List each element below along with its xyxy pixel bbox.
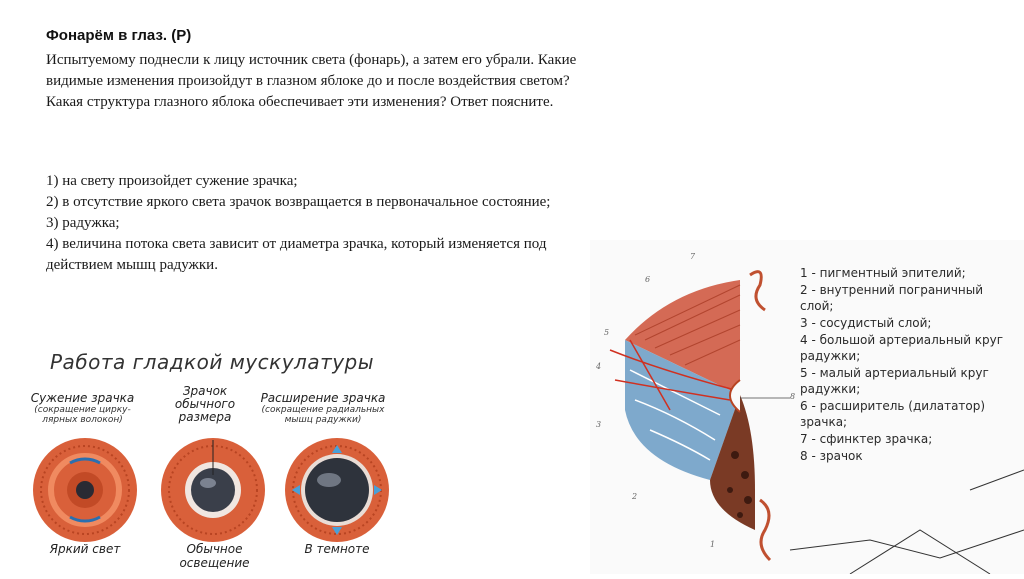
legend-item: 5 - малый артериальный круг радужки;	[800, 366, 989, 396]
figure-number: 5	[604, 328, 610, 337]
bottom-label-bright: Яркий свет	[49, 542, 121, 556]
bottom-label-normal: Обычное освещение	[179, 542, 250, 570]
column-main-label: Расширение зрачка	[260, 391, 386, 405]
iris-constricted-image	[30, 435, 140, 545]
figure-title: Работа гладкой мускулатуры	[50, 350, 375, 374]
column-normal	[160, 385, 250, 424]
smooth-muscle-figure	[20, 350, 400, 570]
figure-number: 8	[790, 392, 796, 401]
figure-number: 4	[596, 362, 602, 371]
answer-item: 1) на свету произойдет сужение зрачка;	[46, 173, 298, 189]
answer-item: 3) радужка;	[46, 215, 120, 231]
column-main-label: Сужение зрачка	[30, 391, 135, 405]
legend-item: 7 - сфинктер зрачка;	[800, 432, 933, 446]
legend-item: 4 - большой артериальный круг радужки;	[800, 333, 1004, 363]
slide-title: Фонарём в глаз. (Р)	[46, 27, 192, 44]
anatomy-legend	[800, 265, 1010, 465]
legend-item: 1 - пигментный эпителий;	[800, 266, 966, 280]
legend-item: 2 - внутренний пограничный слой;	[800, 283, 984, 313]
legend-item: 8 - зрачок	[800, 449, 863, 463]
iris-normal-image	[158, 435, 268, 545]
answer-item: 2) в отсутствие яркого света зрачок возвращается в первоначальное состояние;	[46, 194, 551, 210]
figure-number: 6	[645, 275, 651, 284]
column-dilation	[248, 392, 398, 425]
column-sub-label: (сокращение радиальных мышц радужки)	[261, 405, 385, 425]
figure-number: 1	[710, 540, 716, 549]
bottom-label-dark: В темноте	[304, 542, 370, 556]
figure-number: 3	[596, 420, 602, 429]
column-sub-label: (сокращение цирку-лярных волокон)	[34, 405, 131, 425]
column-constriction	[20, 392, 145, 425]
figure-number: 7	[690, 252, 696, 261]
figure-number: 2	[632, 492, 638, 501]
legend-item: 3 - сосудистый слой;	[800, 316, 932, 330]
legend-item: 6 - расширитель (дилататор) зрачка;	[800, 399, 986, 429]
iris-dilated-image	[282, 435, 392, 545]
answer-list	[46, 171, 606, 276]
answer-item: 4) величина потока света зависит от диаметра зрачка, который изменяется под действием мышц радужки.	[46, 236, 547, 273]
column-main-label: Зрачок обычного размера	[174, 384, 236, 424]
question-text: Испытуемому поднесли к лицу источник света (фонарь), а затем его убрали. Какие видимые изменения произойдут в глазном яблоке до и после воздействия светом? Какая структура глазного яблока обеспечивает эти изменения? Ответ поясните.	[46, 52, 577, 110]
